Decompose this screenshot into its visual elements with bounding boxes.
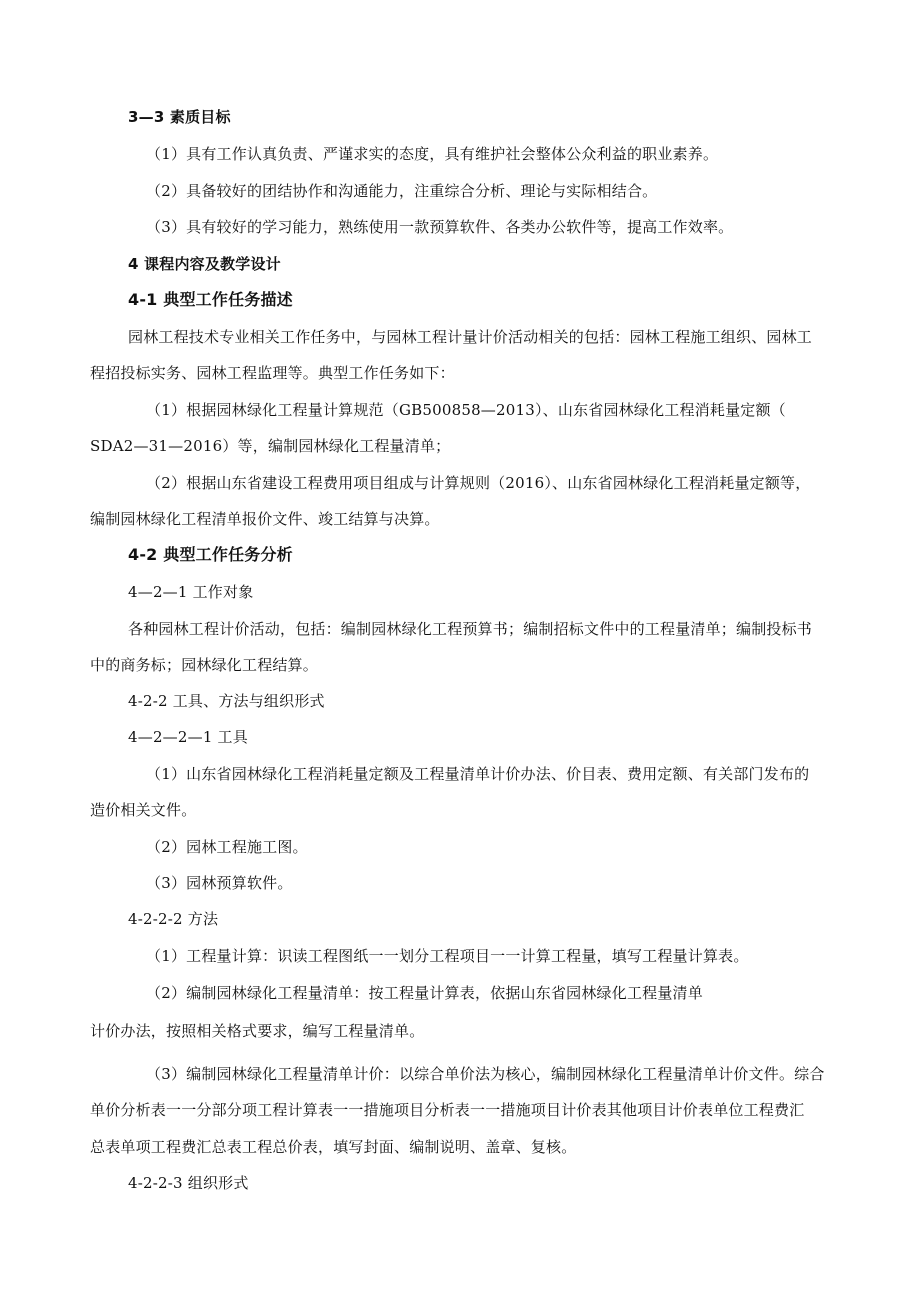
section-heading-4-2-2-2: 4-2-2-2 方法	[128, 910, 219, 928]
method-item-2-line-2: 计价办法，按照相关格式要求，编写工程量清单。	[90, 1022, 425, 1040]
method-item-3-line-1: （3）编制园林绿化工程量清单计价：以综合单价法为核心，编制园林绿化工程量清单计价文件。综合	[146, 1065, 825, 1083]
task-item-1-line-2: SDA2—31—2016）等，编制园林绿化工程量清单；	[90, 437, 451, 455]
method-item-3-line-2: 单价分析表一一分部分项工程计算表一一措施项目分析表一一措施项目计价表其他项目计价表单位工程费汇	[90, 1101, 805, 1119]
work-object-line-1: 各种园林工程计价活动，包括：编制园林绿化工程预算书；编制招标文件中的工程量清单；编制投标书	[128, 620, 813, 638]
tools-item-1-line-2: 造价相关文件。	[90, 801, 197, 819]
paragraph-4-1-line-2: 程招投标实务、园林工程监理等。典型工作任务如下：	[90, 364, 455, 382]
section-heading-4-2: 4-2 典型工作任务分析	[128, 545, 293, 564]
task-item-2-line-2: 编制园林绿化工程清单报价文件、竣工结算与决算。	[90, 510, 440, 528]
section-heading-3-3: 3—3 素质目标	[128, 108, 231, 126]
method-item-2-line-1: （2）编制园林绿化工程量清单：按工程量计算表，依据山东省园林绿化工程量清单	[146, 984, 703, 1002]
quality-goal-item-3: （3）具有较好的学习能力，熟练使用一款预算软件、各类办公软件等，提高工作效率。	[146, 218, 734, 236]
tools-item-3: （3）园林预算软件。	[146, 874, 293, 892]
paragraph-4-1-line-1: 园林工程技术专业相关工作任务中，与园林工程计量计价活动相关的包括：园林工程施工组织、园林工	[128, 328, 813, 346]
tools-item-1-line-1: （1）山东省园林绿化工程消耗量定额及工程量清单计价办法、价目表、费用定额、有关部门发布的	[146, 765, 810, 783]
work-object-line-2: 中的商务标；园林绿化工程结算。	[90, 656, 319, 674]
section-heading-4: 4 课程内容及教学设计	[128, 255, 281, 273]
task-item-1-line-1: （1）根据园林绿化工程量计算规范（GB500858—2013）、山东省园林绿化工程消耗量定额（	[146, 401, 786, 419]
section-heading-4-2-2-1: 4—2—2—1 工具	[128, 728, 248, 746]
quality-goal-item-2: （2）具备较好的团结协作和沟通能力，注重综合分析、理论与实际相结合。	[146, 182, 658, 200]
section-heading-4-1: 4-1 典型工作任务描述	[128, 290, 293, 309]
section-heading-4-2-1: 4—2—1 工作对象	[128, 583, 254, 601]
tools-item-2: （2）园林工程施工图。	[146, 838, 308, 856]
quality-goal-item-1: （1）具有工作认真负责、严谨求实的态度，具有维护社会整体公众利益的职业素养。	[146, 145, 719, 163]
task-item-2-line-1: （2）根据山东省建设工程费用项目组成与计算规则（2016）、山东省园林绿化工程消耗量定额等，	[146, 474, 811, 492]
method-item-1: （1）工程量计算：识读工程图纸一一划分工程项目一一计算工程量，填写工程量计算表。	[146, 947, 749, 965]
section-heading-4-2-2-3: 4-2-2-3 组织形式	[128, 1174, 249, 1192]
method-item-3-line-3: 总表单项工程费汇总表工程总价表，填写封面、编制说明、盖章、复核。	[90, 1138, 577, 1156]
section-heading-4-2-2: 4-2-2 工具、方法与组织形式	[128, 692, 325, 710]
